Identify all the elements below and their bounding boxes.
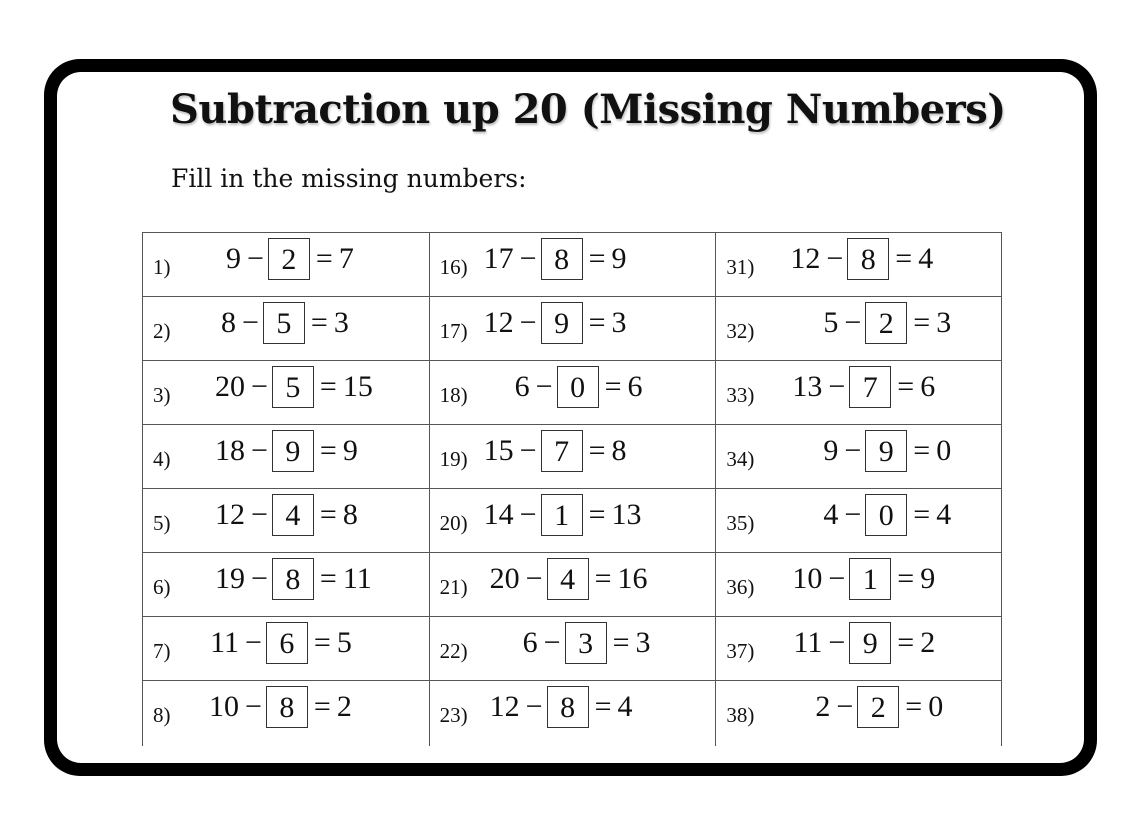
equation <box>800 429 951 473</box>
minuend: 18 <box>215 434 245 467</box>
problem-row <box>430 552 716 616</box>
minuend: 20 <box>489 562 520 595</box>
equation <box>800 301 951 345</box>
problem-row <box>430 296 716 360</box>
answer-box[interactable]: 8 <box>541 238 583 280</box>
minuend: 12 <box>483 306 514 339</box>
problem-column <box>430 232 717 746</box>
problem-row <box>430 616 716 680</box>
minus-sign: − <box>543 626 561 659</box>
equation <box>476 493 642 537</box>
minuend: 12 <box>215 498 245 531</box>
worksheet-instructions: Fill in the missing numbers: <box>171 164 527 193</box>
equation <box>784 365 935 409</box>
equals-sign: = <box>895 242 913 275</box>
minus-sign: − <box>828 626 846 659</box>
problem-number: 3) <box>153 383 171 407</box>
minuend: 14 <box>483 498 514 531</box>
minuend: 11 <box>793 626 823 659</box>
minus-sign: − <box>251 370 268 403</box>
problem-row <box>143 424 429 488</box>
minuend: 6 <box>514 370 530 403</box>
answer-box[interactable]: 7 <box>849 366 891 408</box>
equation <box>482 557 648 601</box>
answer-box[interactable]: 1 <box>849 558 891 600</box>
problem-number: 33) <box>726 383 755 407</box>
problem-number: 38) <box>726 703 755 727</box>
answer-box[interactable]: 4 <box>547 558 589 600</box>
problem-number: 36) <box>726 575 755 599</box>
result: 11 <box>342 562 372 595</box>
minus-sign: − <box>519 434 537 467</box>
result: 8 <box>342 498 358 531</box>
minus-sign: − <box>251 434 268 467</box>
minuend: 20 <box>215 370 245 403</box>
equals-sign: = <box>594 690 612 723</box>
problem-number: 32) <box>726 319 755 343</box>
problem-row <box>430 232 716 296</box>
problem-number: 5) <box>153 511 171 535</box>
minus-sign: − <box>251 498 268 531</box>
answer-box[interactable]: 9 <box>272 430 314 472</box>
answer-box[interactable]: 0 <box>865 494 907 536</box>
problem-number: 17) <box>439 319 468 343</box>
equation <box>207 557 372 601</box>
equals-sign: = <box>313 626 331 659</box>
equals-sign: = <box>588 242 606 275</box>
equation <box>784 557 935 601</box>
minus-sign: − <box>828 562 846 595</box>
result: 9 <box>920 562 936 595</box>
result: 4 <box>936 498 952 531</box>
problem-number: 8) <box>153 703 171 727</box>
equation <box>476 429 627 473</box>
minus-sign: − <box>535 370 553 403</box>
problem-number: 35) <box>726 511 755 535</box>
minus-sign: − <box>844 306 862 339</box>
problem-number: 18) <box>439 383 468 407</box>
equals-sign: = <box>897 626 915 659</box>
problem-number: 2) <box>153 319 171 343</box>
problem-row <box>143 680 429 746</box>
problem-number: 37) <box>726 639 755 663</box>
minus-sign: − <box>242 306 259 339</box>
result: 15 <box>342 370 373 403</box>
answer-box[interactable]: 8 <box>266 686 308 728</box>
minuend: 9 <box>226 242 241 275</box>
minuend: 15 <box>483 434 514 467</box>
equation <box>207 493 358 537</box>
equation <box>476 237 627 281</box>
minuend: 5 <box>823 306 839 339</box>
minuend: 17 <box>483 242 514 275</box>
result: 7 <box>338 242 354 275</box>
equation <box>198 301 349 345</box>
result: 9 <box>342 434 358 467</box>
result: 8 <box>611 434 627 467</box>
worksheet-title: Subtraction up 20 (Missing Numbers) <box>170 86 1006 133</box>
problem-row <box>716 360 1001 424</box>
answer-box[interactable]: 9 <box>541 302 583 344</box>
equation <box>476 301 627 345</box>
minus-sign: − <box>245 690 262 723</box>
problem-row <box>716 616 1001 680</box>
problem-row <box>143 616 429 680</box>
equation <box>792 685 943 729</box>
answer-box[interactable]: 2 <box>857 686 899 728</box>
minuend: 8 <box>221 306 236 339</box>
minus-sign: − <box>519 242 537 275</box>
answer-box[interactable]: 5 <box>263 302 305 344</box>
problem-number: 16) <box>439 255 468 279</box>
answer-box[interactable]: 3 <box>565 622 607 664</box>
minus-sign: − <box>826 242 844 275</box>
problem-number: 6) <box>153 575 171 599</box>
minus-sign: − <box>519 306 537 339</box>
problem-row <box>430 680 716 746</box>
result: 16 <box>617 562 648 595</box>
minuend: 4 <box>823 498 839 531</box>
minus-sign: − <box>245 626 262 659</box>
answer-box[interactable]: 7 <box>541 430 583 472</box>
minuend: 12 <box>489 690 520 723</box>
problem-row <box>430 360 716 424</box>
equation <box>207 365 373 409</box>
equation <box>782 237 933 281</box>
equals-sign: = <box>313 690 331 723</box>
result: 4 <box>617 690 633 723</box>
result: 2 <box>920 626 936 659</box>
minus-sign: − <box>247 242 264 275</box>
answer-box[interactable]: 6 <box>266 622 308 664</box>
result: 3 <box>333 306 349 339</box>
problem-number: 1) <box>153 255 171 279</box>
minuend: 6 <box>522 626 538 659</box>
equals-sign: = <box>612 626 630 659</box>
minus-sign: − <box>525 562 543 595</box>
problem-column <box>716 232 1002 746</box>
answer-box[interactable]: 8 <box>847 238 889 280</box>
answer-box[interactable]: 9 <box>865 430 907 472</box>
equation <box>207 429 358 473</box>
equals-sign: = <box>319 370 337 403</box>
equals-sign: = <box>913 434 931 467</box>
minus-sign: − <box>519 498 537 531</box>
problem-row <box>430 424 716 488</box>
problem-number: 4) <box>153 447 171 471</box>
problem-row <box>716 552 1001 616</box>
worksheet-page <box>57 72 1084 763</box>
problem-number: 22) <box>439 639 468 663</box>
result: 6 <box>920 370 936 403</box>
result: 5 <box>336 626 352 659</box>
equation <box>492 365 643 409</box>
minuend: 10 <box>792 562 823 595</box>
problem-row <box>716 232 1001 296</box>
equation <box>800 493 951 537</box>
problem-grid <box>142 232 1002 746</box>
problem-number: 34) <box>726 447 755 471</box>
equals-sign: = <box>905 690 923 723</box>
problem-number: 21) <box>439 575 468 599</box>
equals-sign: = <box>588 434 606 467</box>
result: 0 <box>936 434 952 467</box>
answer-box[interactable]: 5 <box>272 366 314 408</box>
equals-sign: = <box>897 370 915 403</box>
problem-row <box>143 296 429 360</box>
problem-number: 23) <box>439 703 468 727</box>
minus-sign: − <box>836 690 854 723</box>
minuend: 11 <box>210 626 239 659</box>
problem-row <box>143 232 429 296</box>
equals-sign: = <box>897 562 915 595</box>
minus-sign: − <box>844 434 862 467</box>
equation <box>201 621 352 665</box>
equals-sign: = <box>588 498 606 531</box>
result: 0 <box>928 690 944 723</box>
answer-box[interactable]: 1 <box>541 494 583 536</box>
equation <box>482 685 633 729</box>
problem-row <box>716 296 1001 360</box>
equation <box>500 621 651 665</box>
problem-row <box>143 552 429 616</box>
answer-box[interactable]: 2 <box>268 238 310 280</box>
problem-row <box>716 424 1001 488</box>
answer-box[interactable]: 2 <box>865 302 907 344</box>
result: 3 <box>635 626 651 659</box>
equals-sign: = <box>913 498 931 531</box>
equals-sign: = <box>319 498 337 531</box>
equals-sign: = <box>604 370 622 403</box>
minuend: 19 <box>215 562 245 595</box>
equation <box>784 621 935 665</box>
problem-row <box>716 488 1001 552</box>
answer-box[interactable]: 8 <box>547 686 589 728</box>
result: 3 <box>611 306 627 339</box>
result: 3 <box>936 306 952 339</box>
minus-sign: − <box>844 498 862 531</box>
problem-row <box>716 680 1001 746</box>
minuend: 10 <box>209 690 239 723</box>
minus-sign: − <box>828 370 846 403</box>
problem-row <box>430 488 716 552</box>
minus-sign: − <box>525 690 543 723</box>
minuend: 13 <box>792 370 823 403</box>
problem-row <box>143 360 429 424</box>
answer-box[interactable]: 8 <box>272 558 314 600</box>
result: 13 <box>611 498 642 531</box>
result: 9 <box>611 242 627 275</box>
equals-sign: = <box>319 562 337 595</box>
minuend: 12 <box>790 242 821 275</box>
equals-sign: = <box>310 306 328 339</box>
answer-box[interactable]: 0 <box>557 366 599 408</box>
minuend: 9 <box>823 434 839 467</box>
problem-number: 20) <box>439 511 468 535</box>
equation <box>203 237 354 281</box>
equals-sign: = <box>588 306 606 339</box>
problem-number: 19) <box>439 447 468 471</box>
equals-sign: = <box>594 562 612 595</box>
equals-sign: = <box>319 434 337 467</box>
result: 4 <box>918 242 934 275</box>
minus-sign: − <box>251 562 268 595</box>
result: 2 <box>336 690 352 723</box>
problem-number: 7) <box>153 639 171 663</box>
problem-row <box>143 488 429 552</box>
equals-sign: = <box>315 242 333 275</box>
problem-number: 31) <box>726 255 755 279</box>
answer-box[interactable]: 4 <box>272 494 314 536</box>
minuend: 2 <box>815 690 831 723</box>
problem-column <box>143 232 430 746</box>
equation <box>201 685 352 729</box>
equals-sign: = <box>913 306 931 339</box>
answer-box[interactable]: 9 <box>849 622 891 664</box>
result: 6 <box>627 370 643 403</box>
